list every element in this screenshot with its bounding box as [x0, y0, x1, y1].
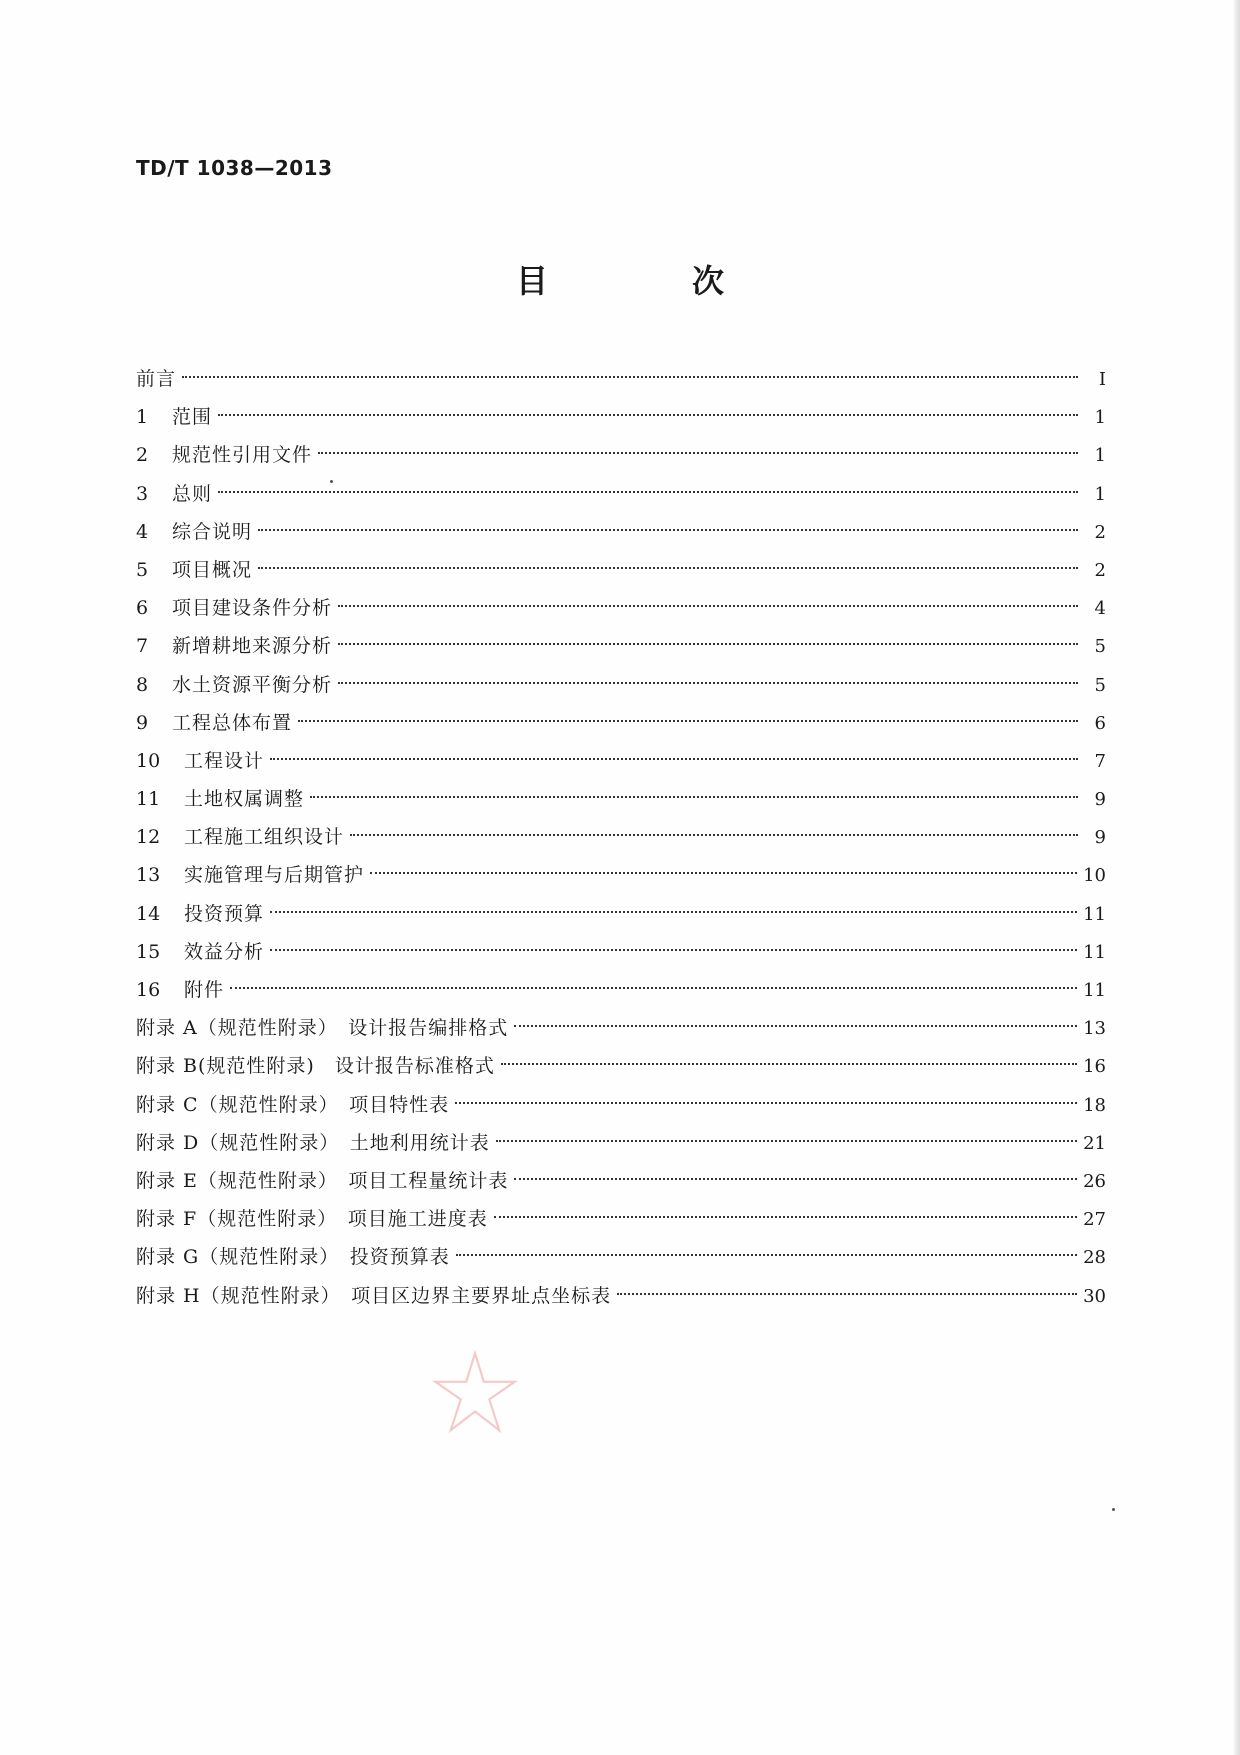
toc-entry-number: 7 — [136, 635, 149, 658]
toc-entry-label: 附件 — [184, 979, 225, 1001]
toc-leader-dots — [338, 682, 1078, 684]
faint-stamp-mark — [420, 1340, 530, 1450]
toc-entry-page: 1 — [1094, 483, 1106, 505]
toc-entry-number: 10 — [136, 749, 161, 772]
toc-leader-dots — [338, 643, 1078, 645]
toc-entry-number: 15 — [136, 940, 161, 963]
toc-entry-label: 项目建设条件分析 — [172, 597, 333, 620]
toc-entry[interactable] — [136, 1200, 1106, 1238]
toc-leader-dots — [218, 491, 1078, 493]
toc-entry[interactable] — [136, 1238, 1106, 1276]
toc-entry-number: 4 — [136, 520, 149, 543]
toc-entry-label: 投资预算 — [184, 902, 265, 925]
toc-entry-label: 新增耕地来源分析 — [172, 635, 333, 658]
toc-leader-dots — [258, 567, 1078, 569]
toc-leader-dots — [258, 529, 1078, 531]
toc-entry[interactable] — [136, 1047, 1106, 1085]
toc-entry-page: 7 — [1094, 750, 1106, 772]
toc-entry-label: 规范性引用文件 — [172, 444, 313, 467]
toc-leader-dots — [514, 1025, 1077, 1027]
toc-entry[interactable] — [136, 475, 1106, 513]
toc-entry-label: 附录 F（规范性附录） 项目施工进度表 — [136, 1208, 488, 1231]
toc-entry-label: 工程施工组织设计 — [184, 826, 345, 849]
toc-entry-label: 范围 — [172, 406, 213, 429]
toc-entry-label: 附录 B(规范性附录) 设计报告标准格式 — [136, 1055, 495, 1078]
toc-entry-page: Ⅰ — [1098, 369, 1106, 390]
toc-leader-dots — [270, 911, 1077, 913]
toc-leader-dots — [455, 1102, 1077, 1104]
toc-entry[interactable] — [136, 780, 1106, 818]
scan-speck — [1112, 1508, 1115, 1511]
toc-leader-dots — [514, 1178, 1077, 1180]
toc-entry[interactable] — [136, 589, 1106, 627]
toc-entry[interactable] — [136, 1277, 1106, 1315]
toc-entry[interactable] — [136, 666, 1106, 704]
toc-entry-label: 总则 — [172, 482, 213, 505]
toc-entry-page: 2 — [1094, 521, 1106, 543]
toc-entry-number: 9 — [136, 711, 149, 734]
toc-entry-label: 附录 C（规范性附录） 项目特性表 — [136, 1093, 450, 1116]
toc-entry-page: 9 — [1094, 789, 1106, 811]
toc-entry-page: 6 — [1094, 712, 1106, 734]
toc-title: 目 次 — [515, 262, 780, 300]
toc-entry[interactable] — [136, 398, 1106, 436]
toc-leader-dots — [456, 1254, 1077, 1256]
toc-entry-label: 附录 D（规范性附录） 土地利用统计表 — [136, 1131, 490, 1154]
toc-entry[interactable] — [136, 627, 1106, 665]
toc-entry[interactable] — [136, 1162, 1106, 1200]
toc-leader-dots — [270, 758, 1078, 760]
toc-leader-dots — [270, 949, 1077, 951]
toc-entry[interactable] — [136, 971, 1106, 1009]
toc-entry[interactable] — [136, 1124, 1106, 1162]
toc-leader-dots — [310, 796, 1078, 798]
toc-entry-page: 11 — [1083, 941, 1106, 963]
toc-entry-number: 8 — [136, 673, 149, 696]
toc-entry-label: 附录 G（规范性附录） 投资预算表 — [136, 1246, 450, 1269]
toc-entry-page: 18 — [1083, 1094, 1106, 1116]
toc-entry-number: 1 — [136, 406, 149, 429]
toc-leader-dots — [617, 1293, 1077, 1295]
toc-leader-dots — [230, 987, 1077, 989]
toc-entry-page: 26 — [1083, 1170, 1106, 1192]
toc-entry-number: 2 — [136, 444, 149, 467]
toc-leader-dots — [501, 1063, 1077, 1065]
toc-entry[interactable] — [136, 856, 1106, 894]
toc-entry-page: 27 — [1083, 1209, 1106, 1231]
toc-entry-label: 工程设计 — [184, 749, 265, 772]
toc-entry[interactable] — [136, 436, 1106, 474]
toc-entry-label: 实施管理与后期管护 — [184, 864, 365, 887]
toc-entry-page: 1 — [1094, 445, 1106, 467]
toc-leader-dots — [494, 1216, 1077, 1218]
toc-entry-label: 效益分析 — [184, 940, 265, 963]
toc-leader-dots — [370, 872, 1077, 874]
toc-entry[interactable] — [136, 551, 1106, 589]
toc-entry[interactable] — [136, 513, 1106, 551]
toc-entry-label: 综合说明 — [172, 520, 253, 543]
toc-entry-number: 16 — [136, 979, 161, 1001]
toc-entry-page: 4 — [1094, 598, 1106, 620]
toc-entry-number: 5 — [136, 558, 149, 581]
toc-entry-page: 13 — [1083, 1018, 1106, 1040]
toc-entry-number: 11 — [136, 788, 161, 811]
toc-entry-number: 6 — [136, 597, 149, 620]
toc-entry[interactable] — [136, 704, 1106, 742]
toc-entry-label: 水土资源平衡分析 — [172, 673, 333, 696]
toc-entry-page: 30 — [1083, 1285, 1106, 1307]
toc-entry-page: 11 — [1083, 980, 1106, 1001]
toc-entry-page: 21 — [1083, 1132, 1106, 1154]
toc-leader-dots — [350, 834, 1078, 836]
toc-entry-label: 项目概况 — [172, 558, 253, 581]
toc-entry-label: 附录 A（规范性附录） 设计报告编排格式 — [136, 1017, 509, 1040]
scan-speck — [330, 480, 333, 483]
toc-entry[interactable] — [136, 895, 1106, 933]
toc-entry[interactable] — [136, 933, 1106, 971]
toc-leader-dots — [318, 452, 1078, 454]
toc-entry-label: 土地权属调整 — [184, 788, 305, 811]
toc-entry-label: 前言 — [136, 368, 177, 390]
toc-entry[interactable] — [136, 742, 1106, 780]
document-code: TD/T 1038—2013 — [136, 156, 333, 180]
toc-entry[interactable] — [136, 818, 1106, 856]
toc-entry-page: 2 — [1094, 559, 1106, 581]
toc-entry-page: 10 — [1083, 865, 1106, 887]
toc-leader-dots — [182, 376, 1078, 378]
toc-entry-number: 14 — [136, 902, 161, 925]
toc-entry-page: 16 — [1083, 1056, 1106, 1078]
toc-entry-label: 附录 H（规范性附录） 项目区边界主要界址点坐标表 — [136, 1284, 612, 1307]
toc-entry-page: 11 — [1083, 903, 1106, 925]
toc-leader-dots — [218, 414, 1078, 416]
toc-entry-page: 5 — [1094, 674, 1106, 696]
toc-leader-dots — [338, 605, 1078, 607]
toc-entry-number: 13 — [136, 864, 161, 887]
toc-entry-page: 1 — [1094, 407, 1106, 429]
toc-entry-number: 3 — [136, 482, 149, 505]
table-of-contents — [136, 360, 1106, 1315]
toc-entry-page: 5 — [1094, 636, 1106, 658]
toc-leader-dots — [298, 720, 1078, 722]
toc-entry[interactable] — [136, 1086, 1106, 1124]
toc-leader-dots — [496, 1140, 1077, 1142]
toc-entry-label: 附录 E（规范性附录） 项目工程量统计表 — [136, 1169, 509, 1192]
toc-entry-page: 28 — [1083, 1247, 1106, 1269]
toc-entry-page: 9 — [1094, 827, 1106, 849]
toc-entry-label: 工程总体布置 — [172, 711, 293, 734]
toc-entry[interactable] — [136, 360, 1106, 398]
toc-entry-number: 12 — [136, 826, 161, 849]
toc-entry[interactable] — [136, 1009, 1106, 1047]
